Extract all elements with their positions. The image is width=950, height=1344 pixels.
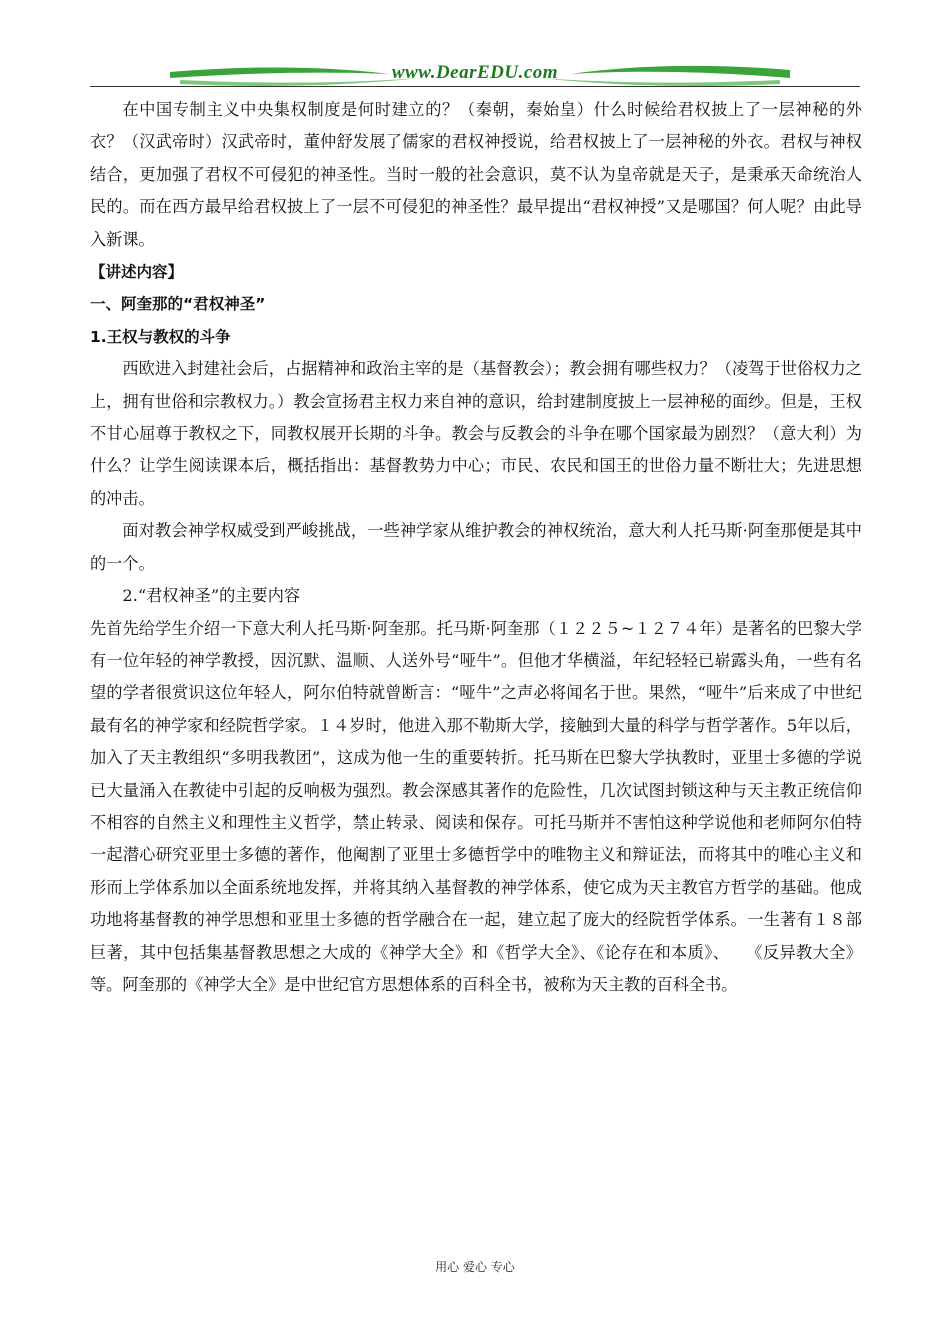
site-logo: www.DearEDU.com	[391, 62, 559, 83]
heading-section-1: 一、阿奎那的“君权神圣”	[90, 295, 266, 314]
heading-sub-1: 1.王权与教权的斗争	[90, 327, 231, 346]
heading-content: 【讲述内容】	[90, 263, 184, 282]
header-rule	[90, 86, 860, 87]
document-body	[90, 94, 862, 1001]
intro-paragraph: 在中国专制主义中央集权制度是何时建立的？（秦朝，秦始皇）什么时候给君权披上了一层神秘的外衣？（汉武帝时）汉武帝时，董仲舒发展了儒家的君权神授说，给君权披上了一层神秘的外衣。君权与神权结合，更加强了君权不可侵犯的神圣性。当时一般的社会意识，莫不认为皇帝就是天子，是秉承天命统治人民的。而在西方最早给君权披上了一层不可侵犯的神圣性？最早提出“君权神授”又是哪国？何人呢？由此导入新课。	[90, 100, 862, 249]
page-footer: 用心 爱心 专心	[435, 1260, 515, 1274]
heading-sub-2: 2.“君权神圣”的主要内容	[122, 586, 301, 606]
paragraph-sub1-a: 西欧进入封建社会后，占据精神和政治主宰的是（基督教会）；教会拥有哪些权力？（凌驾于世俗权力之上，拥有世俗和宗教权力。）教会宣扬君主权力来自神的意识，给封建制度披上一层神秘的面纱。但是，王权不甘心屈尊于教权之下，同教权展开长期的斗争。教会与反教会的斗争在哪个国家最为剧烈？（意大利）为什么？让学生阅读课本后，概括指出：基督教势力中心；市民、农民和国王的世俗力量不断壮大；先进思想的冲击。	[90, 359, 862, 508]
paragraph-sub1-b: 面对教会神学权威受到严峻挑战，一些神学家从维护教会的神权统治，意大利人托马斯·阿奎那便是其中的一个。	[90, 521, 862, 573]
paragraph-sub2: 先首先给学生介绍一下意大利人托马斯·阿奎那。托马斯·阿奎那（１２２５~１２７４年）是著名的巴黎大学有一位年轻的神学教授，因沉默、温顺、人送外号“哑牛”。但他才华横溢，年纪轻轻已崭露头角，一些有名望的学者很赏识这位年轻人，阿尔伯特就曾断言：“哑牛”之声必将闻名于世。果然，“哑牛”后来成了中世纪最有名的神学家和经院哲学家。１４岁时，他进入那不勒斯大学，接触到大量的科学与哲学著作。5年以后，加入了天主教组织“多明我教团”，这成为他一生的重要转折。托马斯在巴黎大学执教时，亚里士多德的学说已大量涌入在教徒中引起的反响极为强烈。教会深感其著作的危险性，几次试图封锁这种与天主教正统信仰不相容的自然主义和理性主义哲学，禁止转录、阅读和保存。可托马斯并不害怕这种学说他和老师阿尔伯特一起潜心研究亚里士多德的著作，他阉割了亚里士多德哲学中的唯物主义和辩证法，而将其中的唯心主义和形而上学体系加以全面系统地发挥，并将其纳入基督教的神学体系，使它成为天主教官方哲学的基础。他成功地将基督教的神学思想和亚里士多德的哲学融合在一起，建立起了庞大的经院哲学体系。一生著有１８部巨著，其中包括集基督教思想之大成的《神学大全》和《哲学大全》、《论存在和本质》、 《反异教大全》等。阿奎那的《神学大全》是中世纪官方思想体系的百科全书，被称为天主教的百科全书。	[90, 618, 862, 994]
